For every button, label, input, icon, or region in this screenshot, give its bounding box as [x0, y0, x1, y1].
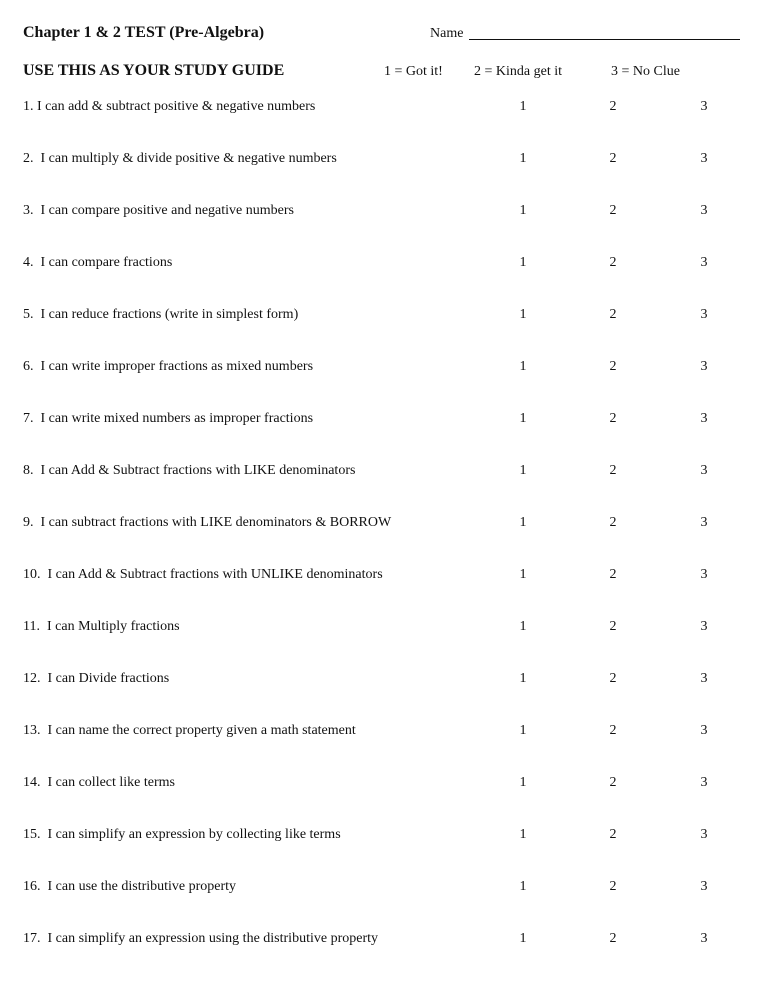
rating-3[interactable]: 3 [700, 463, 708, 478]
rating-1[interactable]: 1 [519, 463, 527, 478]
skill-row [0, 255, 768, 307]
skill-statement: 8. I can Add & Subtract fractions with LIKE denominators [23, 463, 356, 478]
legend-kinda-get-it: 2 = Kinda get it [474, 64, 562, 79]
skill-statement: 2. I can multiply & divide positive & negative numbers [23, 151, 337, 166]
rating-2[interactable]: 2 [609, 671, 617, 686]
skill-statement: 15. I can simplify an expression by collecting like terms [23, 827, 341, 842]
rating-3[interactable]: 3 [700, 723, 708, 738]
skill-statement: 3. I can compare positive and negative numbers [23, 203, 294, 218]
rating-3[interactable]: 3 [700, 151, 708, 166]
rating-2[interactable]: 2 [609, 879, 617, 894]
skill-row [0, 463, 768, 515]
legend-no-clue: 3 = No Clue [611, 64, 680, 79]
skill-row [0, 827, 768, 879]
skill-statement: 9. I can subtract fractions with LIKE denominators & BORROW [23, 515, 392, 530]
rating-3[interactable]: 3 [700, 359, 708, 374]
skill-row [0, 307, 768, 359]
rating-3[interactable]: 3 [700, 775, 708, 790]
rating-3[interactable]: 3 [700, 619, 708, 634]
rating-3[interactable]: 3 [700, 515, 708, 530]
rating-2[interactable]: 2 [609, 255, 617, 270]
legend-got-it: 1 = Got it! [384, 64, 443, 79]
rating-3[interactable]: 3 [700, 99, 708, 114]
skill-row [0, 203, 768, 255]
rating-1[interactable]: 1 [519, 775, 527, 790]
skill-statement: 6. I can write improper fractions as mixed numbers [23, 359, 314, 374]
rating-2[interactable]: 2 [609, 775, 617, 790]
rating-1[interactable]: 1 [519, 151, 527, 166]
skill-row [0, 567, 768, 619]
rating-1[interactable]: 1 [519, 619, 527, 634]
rating-2[interactable]: 2 [609, 723, 617, 738]
skill-row [0, 619, 768, 671]
rating-3[interactable]: 3 [700, 671, 708, 686]
name-field-line[interactable] [469, 39, 740, 40]
rating-2[interactable]: 2 [609, 827, 617, 842]
rating-2[interactable]: 2 [609, 307, 617, 322]
skill-statement: 13. I can name the correct property given a math statement [23, 723, 356, 738]
skill-row [0, 671, 768, 723]
rating-1[interactable]: 1 [519, 411, 527, 426]
rating-2[interactable]: 2 [609, 203, 617, 218]
rating-3[interactable]: 3 [700, 307, 708, 322]
rating-1[interactable]: 1 [519, 827, 527, 842]
rating-3[interactable]: 3 [700, 931, 708, 946]
rating-1[interactable]: 1 [519, 99, 527, 114]
skills-list [0, 99, 768, 983]
rating-1[interactable]: 1 [519, 255, 527, 270]
skill-statement: 1. I can add & subtract positive & negative numbers [23, 99, 316, 114]
skill-statement: 4. I can compare fractions [23, 255, 173, 270]
rating-3[interactable]: 3 [700, 567, 708, 582]
skill-row [0, 359, 768, 411]
skill-row [0, 723, 768, 775]
skill-row [0, 99, 768, 151]
skill-statement: 14. I can collect like terms [23, 775, 175, 790]
rating-3[interactable]: 3 [700, 879, 708, 894]
rating-1[interactable]: 1 [519, 671, 527, 686]
rating-2[interactable]: 2 [609, 359, 617, 374]
skill-row [0, 411, 768, 463]
skill-row [0, 775, 768, 827]
study-guide-heading: USE THIS AS YOUR STUDY GUIDE [23, 62, 285, 79]
skill-row [0, 931, 768, 983]
rating-2[interactable]: 2 [609, 99, 617, 114]
skill-statement: 5. I can reduce fractions (write in simplest form) [23, 307, 299, 322]
name-label: Name [430, 26, 464, 41]
skill-statement: 16. I can use the distributive property [23, 879, 237, 894]
rating-1[interactable]: 1 [519, 879, 527, 894]
rating-2[interactable]: 2 [609, 619, 617, 634]
rating-2[interactable]: 2 [609, 567, 617, 582]
rating-1[interactable]: 1 [519, 931, 527, 946]
rating-1[interactable]: 1 [519, 307, 527, 322]
rating-2[interactable]: 2 [609, 931, 617, 946]
rating-2[interactable]: 2 [609, 515, 617, 530]
rating-2[interactable]: 2 [609, 411, 617, 426]
skill-statement: 10. I can Add & Subtract fractions with UNLIKE denominators [23, 567, 383, 582]
skill-statement: 7. I can write mixed numbers as improper fractions [23, 411, 314, 426]
skill-row [0, 515, 768, 567]
rating-1[interactable]: 1 [519, 203, 527, 218]
rating-3[interactable]: 3 [700, 411, 708, 426]
rating-1[interactable]: 1 [519, 567, 527, 582]
skill-row [0, 151, 768, 203]
skill-statement: 11. I can Multiply fractions [23, 619, 180, 634]
skill-statement: 12. I can Divide fractions [23, 671, 170, 686]
rating-1[interactable]: 1 [519, 359, 527, 374]
skill-row [0, 879, 768, 931]
page-title: Chapter 1 & 2 TEST (Pre-Algebra) [23, 24, 265, 41]
rating-1[interactable]: 1 [519, 723, 527, 738]
rating-2[interactable]: 2 [609, 151, 617, 166]
rating-3[interactable]: 3 [700, 827, 708, 842]
skill-statement: 17. I can simplify an expression using the distributive property [23, 931, 378, 946]
rating-3[interactable]: 3 [700, 203, 708, 218]
rating-3[interactable]: 3 [700, 255, 708, 270]
rating-2[interactable]: 2 [609, 463, 617, 478]
rating-1[interactable]: 1 [519, 515, 527, 530]
